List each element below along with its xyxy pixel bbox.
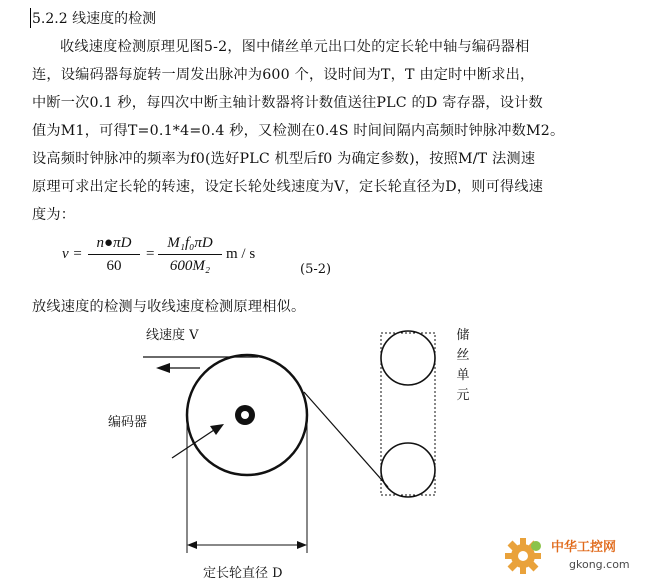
- paragraph-line-4: 值为M1，可得T=0.1*4=0.4 秒，又检测在0.4S 时间间隔内高频时钟脉冲数M2。: [32, 123, 565, 139]
- closing-line: 放线速度的检测与收线速度检测原理相似。: [32, 299, 306, 315]
- fraction-2-numerator: M₁f₀πD: [167, 235, 213, 251]
- paragraph-line-2: 连，设编码器每旋转一周发出脉冲为600 个，设时间为T，T 由定时中断求出，: [32, 67, 535, 83]
- watermark-title: 中华工控网: [551, 540, 617, 555]
- watermark-url: gkong.com: [569, 558, 630, 571]
- formula-lhs: v =: [62, 246, 83, 262]
- watermark: [497, 530, 647, 582]
- section-heading: 5.2.2 线速度的检测: [32, 11, 157, 27]
- formula-unit: m / s: [226, 246, 256, 262]
- speed-arrow-head: [156, 363, 170, 373]
- paragraph-line-3: 中断一次0.1 秒，每四次中断主轴计数器将计数值送往PLC 的D 寄存器，设计数: [32, 95, 543, 111]
- formula-equals: =: [146, 246, 155, 262]
- storage-pulley-bottom: [381, 443, 435, 497]
- diameter-arrow-left: [187, 541, 197, 549]
- encoder-pointer-head: [210, 424, 224, 435]
- paragraph-line-7: 度为：: [32, 207, 76, 223]
- storage-pulley-top: [381, 331, 435, 385]
- paragraph-line-1: 收线速度检测原理见图5-2，图中储丝单元出口处的定长轮中轴与编码器相: [60, 39, 530, 55]
- wheel-hub-inner: [241, 411, 249, 419]
- gear-logo-icon: [501, 534, 545, 578]
- paragraph-line-5: 设高频时钟脉冲的频率为f0(选好PLC 机型后f0 为确定参数)，按照M/T 法测速: [32, 151, 536, 167]
- fraction-1-denominator: 60: [106, 258, 122, 274]
- fraction-2-denominator: 600M₂: [169, 258, 211, 274]
- speed-label: 线速度 V: [146, 328, 199, 343]
- storage-unit-frame: [381, 333, 435, 495]
- encoder-label: 编码器: [108, 415, 148, 430]
- equation-number: (5-2): [300, 262, 332, 277]
- paragraph-line-6: 原理可求出定长轮的转速，设定长轮处线速度为V，定长轮直径为D，则可得线速: [32, 179, 544, 195]
- storage-unit-label: 储丝单元: [456, 328, 470, 403]
- wire-belt: [304, 392, 388, 487]
- diameter-arrow-right: [297, 541, 307, 549]
- diameter-label: 定长轮直径 D: [203, 566, 283, 581]
- encoder-pointer: [172, 430, 214, 458]
- fraction-1-numerator: n●πD: [96, 235, 132, 251]
